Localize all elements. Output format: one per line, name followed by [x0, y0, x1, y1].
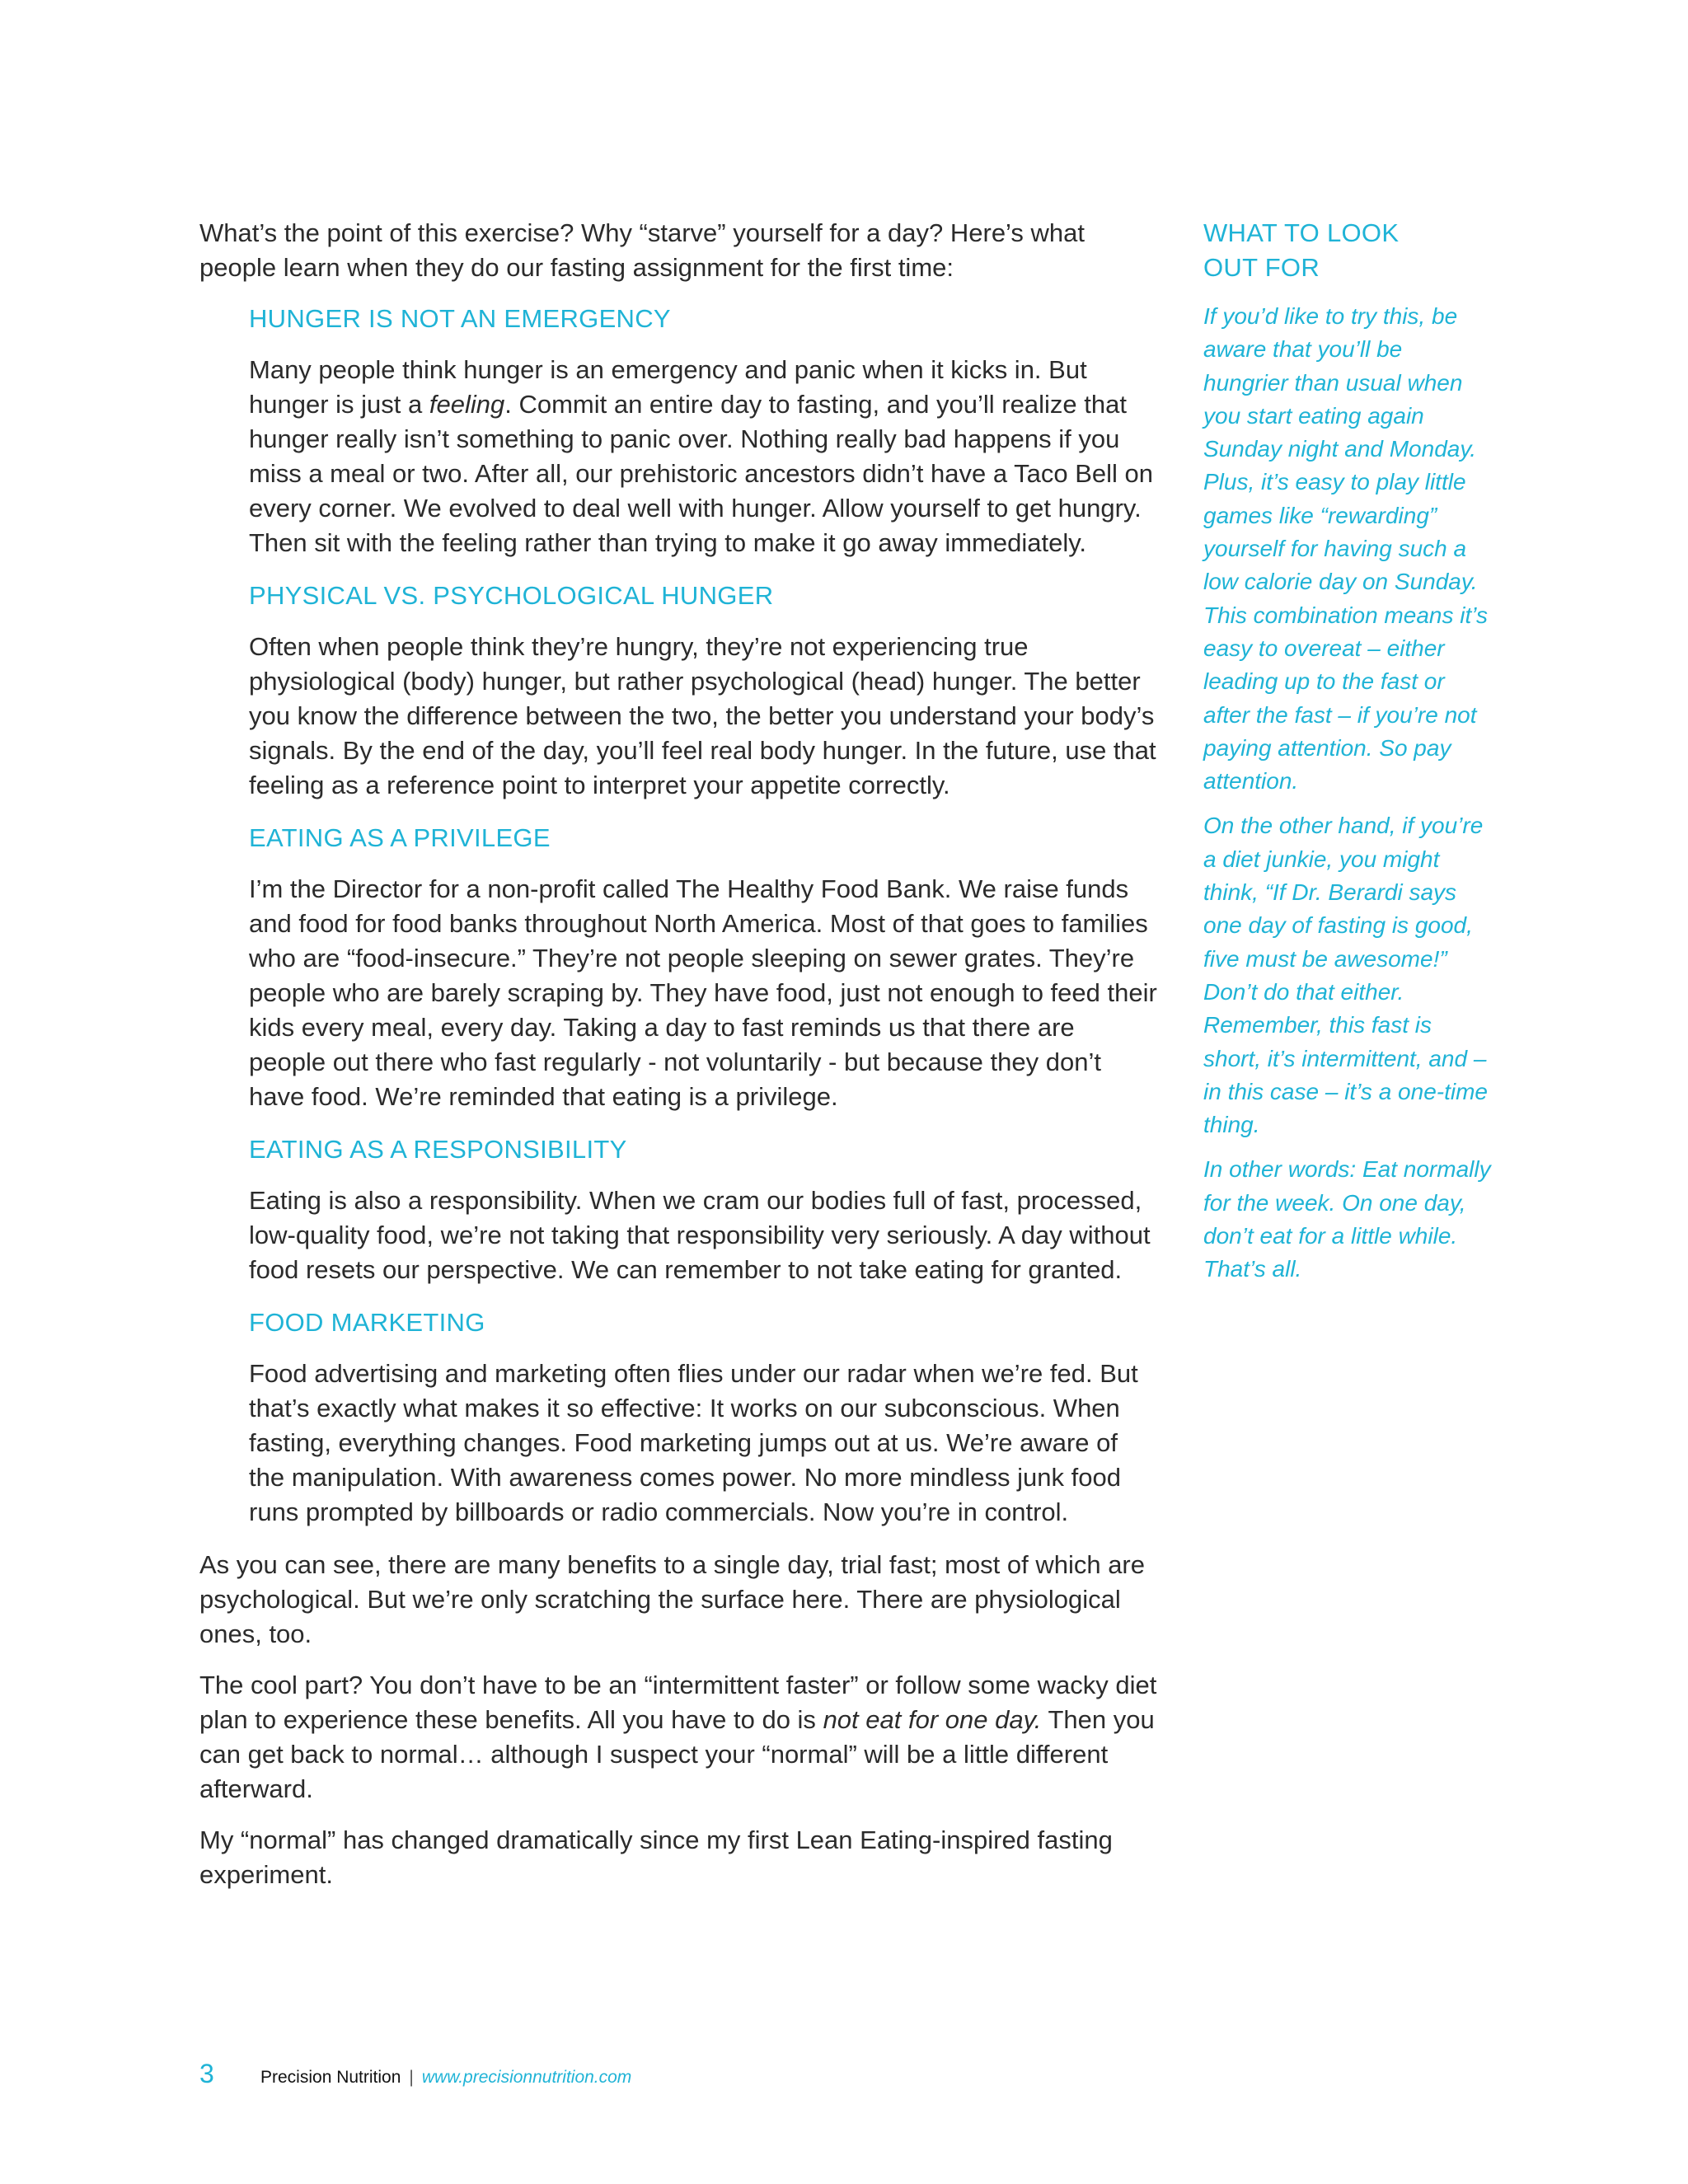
section-heading: HUNGER IS NOT AN EMERGENCY	[249, 304, 671, 333]
main-column	[199, 216, 1157, 1909]
outro-paragraph-2	[199, 1668, 1157, 1807]
section-body: Eating is also a responsibility. When we cram our bodies full of fast, processed, low-quality food, we’re not taking that responsibility very seriously. A day without food resets our perspective. We can remember to not take eating for granted.	[249, 1186, 1151, 1284]
body-text: The cool part? You don’t have to be an “intermittent faster” or follow some wacky diet plan to experience these benefits. All you have to do is	[199, 1671, 1157, 1734]
page-footer	[199, 2059, 631, 2095]
emphasis-text: not eat for one day.	[823, 1705, 1042, 1734]
emphasis-text: feeling	[429, 390, 505, 419]
sidebar-heading-line: OUT FOR	[1203, 253, 1320, 282]
body-text: Then you can get back to normal… although I suspect your “normal” will be a little different afterward.	[199, 1705, 1155, 1803]
sidebar-paragraph: In other words: Eat normally for the week. On one day, don’t eat for a little while. That’s all.	[1203, 1156, 1491, 1282]
intro-paragraph: What’s the point of this exercise? Why “starve” yourself for a day? Here’s what people learn when they do our fasting assignment for the first time:	[199, 218, 1085, 282]
section-body: Often when people think they’re hungry, they’re not experiencing true physiological (body) hunger, but rather psychological (head) hunger. The better you know the difference between the two, the better you understand your body’s signals. By the end of the day, you’ll feel real body hunger. In the future, use that feeling as a reference point to interpret your appetite correctly.	[249, 632, 1156, 799]
body-text: Many people think hunger is an emergency and panic when it kicks in. But hunger is just a	[249, 355, 1087, 419]
sidebar-heading	[1203, 216, 1492, 285]
section-physical-psychological	[249, 579, 1157, 803]
page-number: 3	[199, 2059, 214, 2088]
section-hunger-emergency	[249, 302, 1157, 560]
section-heading: PHYSICAL VS. PSYCHOLOGICAL HUNGER	[249, 581, 774, 610]
sidebar-paragraph: If you’d like to try this, be aware that you’ll be hungrier than usual when you start eating again Sunday night and Monday. Plus, it’s easy to play little games like “rewarding” yourself for having such a low calorie day on Sunday. This combination means it’s easy to overeat – either leading up to the fast or after the fast – if you’re not paying attention. So pay attention.	[1203, 303, 1488, 794]
outro-paragraph-1: As you can see, there are many benefits to a single day, trial fast; most of which are psychological. But we’re only scratching the surface here. There are physiological ones, too.	[199, 1550, 1145, 1648]
sidebar-heading-line: WHAT TO LOOK	[1203, 218, 1400, 247]
section-food-marketing	[249, 1305, 1157, 1530]
section-heading: EATING AS A RESPONSIBILITY	[249, 1135, 627, 1164]
section-heading: FOOD MARKETING	[249, 1308, 485, 1337]
section-responsibility	[249, 1132, 1157, 1287]
section-heading: EATING AS A PRIVILEGE	[249, 823, 551, 852]
section-privilege	[249, 821, 1157, 1114]
section-body: I’m the Director for a non-profit called The Healthy Food Bank. We raise funds and food for food banks throughout North America. Most of that goes to families who are “food-insecure.” They’re not people sleeping on sewer grates. They’re people who are barely scraping by. They have food, just not enough to feed their kids every meal, every day. Taking a day to fast reminds us that there are people out there who fast regularly - not voluntarily - but because they don’t have food. We’re reminded that eating is a privilege.	[249, 874, 1157, 1111]
body-text: . Commit an entire day to fasting, and you’ll realize that hunger really isn’t something to panic over. Nothing really bad happens if you miss a meal or two. After all, our prehistoric ancestors didn’t have a Taco Bell on every corner. We evolved to deal well with hunger. Allow yourself to get hungry. Then sit with the feeling rather than trying to make it go away immediately.	[249, 390, 1154, 557]
brand-name: Precision Nutrition	[260, 2068, 401, 2087]
sidebar-tips	[1203, 216, 1492, 1298]
outro-paragraph-3: My “normal” has changed dramatically since my first Lean Eating-inspired fasting experiment.	[199, 1825, 1113, 1889]
sidebar-paragraph: On the other hand, if you’re a diet junkie, you might think, “If Dr. Berardi says one day of fasting is good, five must be awesome!” Don’t do that either. Remember, this fast is short, it’s intermittent, and – in this case – it’s a one-time thing.	[1203, 813, 1488, 1138]
section-body: Food advertising and marketing often flies under our radar when we’re fed. But that’s exactly what makes it so effective: It works on our subconscious. When fasting, everything changes. Food marketing jumps out at us. We’re aware of the manipulation. With awareness comes power. No more mindless junk food runs prompted by billboards or radio commercials. Now you’re in control.	[249, 1359, 1138, 1526]
website-link[interactable]: www.precisionnutrition.com	[421, 2068, 632, 2087]
footer-separator: |	[409, 2068, 414, 2087]
section-body	[249, 353, 1157, 560]
